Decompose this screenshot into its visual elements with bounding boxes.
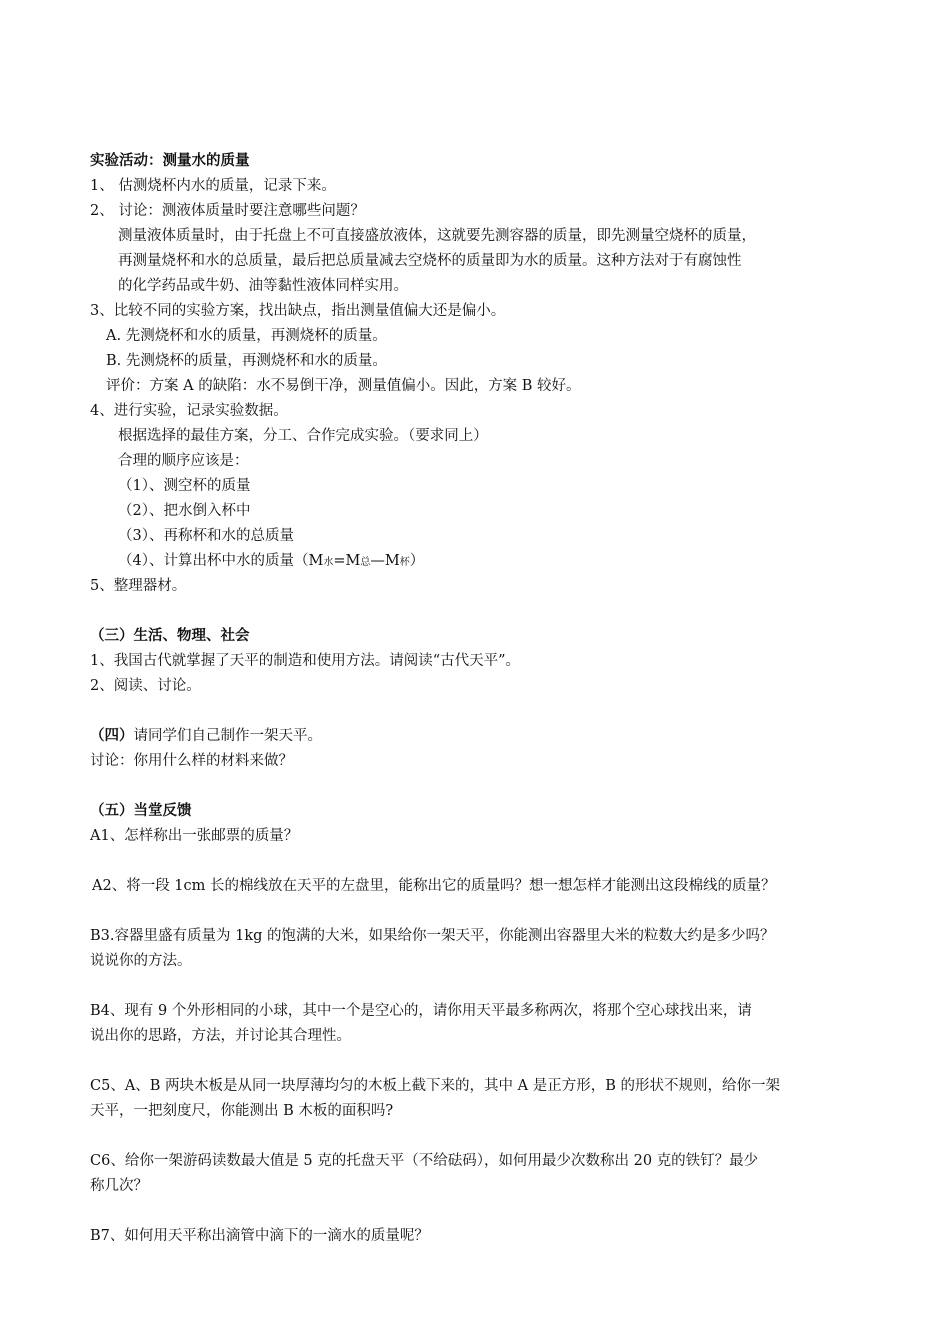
section-five-heading: （五）当堂反馈 — [90, 803, 192, 819]
question-a1: A1、怎样称出一张邮票的质量？ — [90, 828, 299, 844]
activity-heading: 实验活动：测量水的质量 — [90, 153, 250, 169]
step-4-mid: =M — [333, 553, 361, 569]
plan-b: B. 先测烧杯的质量，再测烧杯和水的质量。 — [106, 353, 387, 369]
section-three-line-2: 2、阅读、讨论。 — [90, 678, 201, 694]
question-b3-line-1: B3.容器里盛有质量为 1kg 的饱满的大米，如果给你一架天平，你能测出容器里大米的粒数大约是多少吗？ — [90, 928, 775, 944]
activity-item-2-text-1: 测量液体质量时，由于托盘上不可直接盛放液体，这就要先测容器的质量，即先测量空烧杯的质量， — [118, 228, 756, 244]
step-1: （1）、测空杯的质量 — [118, 478, 251, 494]
section-three-heading: （三）生活、物理、社会 — [90, 628, 250, 644]
section-four-heading-bold: （四） — [90, 728, 134, 744]
activity-item-2-text-3: 的化学药品或牛奶、油等黏性液体同样实用。 — [118, 278, 408, 294]
step-3: （3）、再称杯和水的总质量 — [118, 528, 294, 544]
question-b7: B7、如何用天平称出滴管中滴下的一滴水的质量呢？ — [90, 1228, 429, 1244]
step-2: （2）、把水倒入杯中 — [118, 503, 251, 519]
step-4 — [118, 551, 424, 573]
activity-item-4: 4、进行实验，记录实验数据。 — [90, 403, 288, 419]
activity-item-2: 2、 讨论：测液体质量时要注意哪些问题？ — [90, 203, 365, 219]
step-4-sub-total: 总 — [360, 557, 371, 568]
question-c5-line-1: C5、A、B 两块木板是从同一块厚薄均匀的木板上截下来的，其中 A 是正方形，B 的形状不规则，给你一架 — [90, 1078, 781, 1094]
section-four-heading — [90, 726, 322, 746]
step-4-prefix: （4）、计算出杯中水的质量（M — [118, 553, 324, 569]
section-three-line-1: 1、我国古代就掌握了天平的制造和使用方法。请阅读“古代天平”。 — [90, 653, 521, 669]
activity-item-1: 1、 估测烧杯内水的质量，记录下来。 — [90, 178, 336, 194]
evaluation: 评价：方案 A 的缺陷：水不易倒干净，测量值偏小。因此，方案 B 较好。 — [106, 378, 581, 394]
activity-item-4-text: 根据选择的最佳方案，分工、合作完成实验。（要求同上） — [118, 428, 488, 444]
order-label: 合理的顺序应该是： — [118, 453, 249, 469]
activity-item-2-text-2: 再测量烧杯和水的总质量，最后把总质量减去空烧杯的质量即为水的质量。这种方法对于有腐蚀性 — [118, 253, 742, 269]
question-a2: A2、将一段 1cm 长的棉线放在天平的左盘里，能称出它的质量吗？想一想怎样才能测出这段棉线的质量？ — [92, 878, 776, 894]
question-b4-line-2: 说出你的思路，方法，并讨论其合理性。 — [90, 1028, 351, 1044]
step-4-sub-water: 水 — [323, 557, 334, 568]
question-c6-line-2: 称几次？ — [90, 1178, 148, 1194]
activity-item-3: 3、比较不同的实验方案，找出缺点，指出测量值偏大还是偏小。 — [90, 303, 506, 319]
question-b3-line-2: 说说你的方法。 — [90, 953, 192, 969]
step-4-mid2: —M — [370, 553, 400, 569]
section-four-line-1: 讨论：你用什么样的材料来做？ — [90, 753, 293, 769]
step-4-sub-cup: 杯 — [399, 557, 410, 568]
question-c6-line-1: C6、给你一架游码读数最大值是 5 克的托盘天平（不给砝码），如何用最少次数称出 20 克的铁钉？最少 — [90, 1153, 759, 1169]
step-4-suffix: ） — [409, 553, 425, 569]
question-b4-line-1: B4、现有 9 个外形相同的小球，其中一个是空心的，请你用天平最多称两次，将那个空心球找出来，请 — [90, 1003, 752, 1019]
plan-a: A. 先测烧杯和水的质量，再测烧杯的质量。 — [106, 328, 387, 344]
question-c5-line-2: 天平，一把刻度尺，你能测出 B 木板的面积吗? — [90, 1103, 394, 1119]
section-four-heading-rest: 请同学们自己制作一架天平。 — [133, 728, 322, 744]
activity-item-5: 5、整理器材。 — [90, 578, 187, 594]
